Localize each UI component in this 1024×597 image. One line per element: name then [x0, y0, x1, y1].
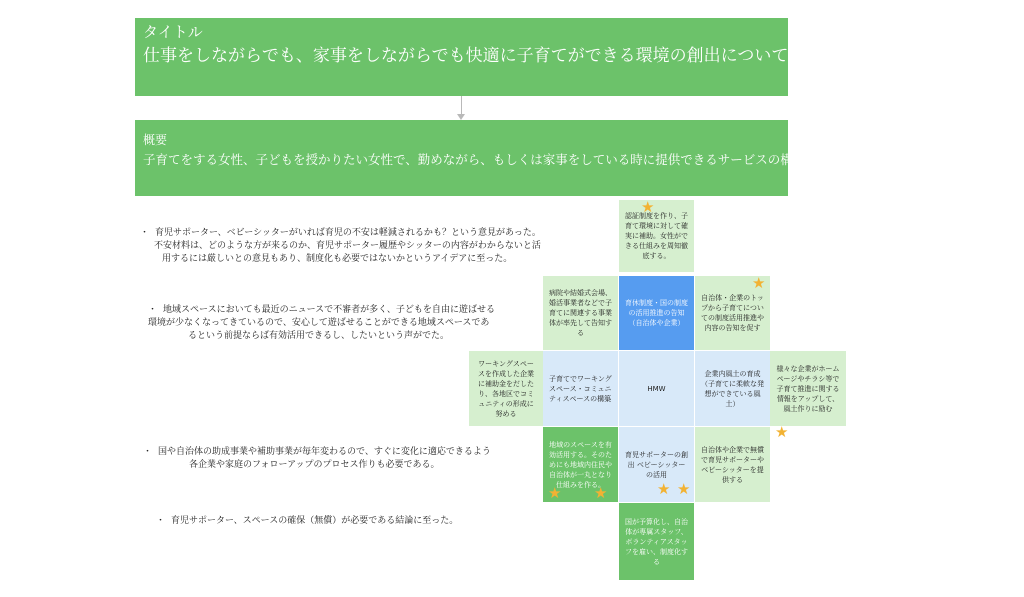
star-icon: ★	[775, 423, 789, 441]
hmw-lower-right-text: 自治体や企業で無償で育児サポーターやベビーシッターを提供する	[701, 445, 764, 484]
note-bullet: ・	[156, 516, 166, 526]
note-line: 国や自治体の助成事業や補助事業が毎年変わるので、すぐに変化に適応できるよう	[158, 447, 491, 457]
summary-text: 子育てをする女性、子どもを授かりたい女性で、勤めながら、もしくは家事をしている時に提供できるサービスの構築	[143, 152, 806, 167]
hmw-top-text: 認証制度を作り、子育て環境に対して確実に補助。女性ができる仕組みを周知徹底する。	[625, 212, 688, 260]
hmw-right-outer-cell	[770, 351, 846, 426]
hmw-left-outer-cell	[469, 351, 543, 426]
star-icon: ★	[752, 274, 766, 292]
hmw-right-inner-cell	[695, 351, 770, 426]
hmw-left-outer-text: ワーキングスペースを作成した企業に補助金をだしたり、各地区でコミュニティの形成に努める	[478, 359, 534, 418]
hmw-upper-left-text: 病院や結婚式会場、婚活事業者などで子育てに関連する事業体が率先して告知する	[549, 289, 612, 337]
note-line: るという前提ならば有効活用できるし、したいという声がでた。	[188, 331, 450, 341]
note-line: 地域スペースにおいても最近のニュースで不審者が多く、子どもを自由に遊ばせる	[163, 305, 495, 315]
hmw-left-inner-cell	[543, 351, 618, 426]
note-bullet: ・	[148, 305, 158, 315]
star-icon: ★	[594, 484, 608, 502]
star-icon: ★	[641, 198, 655, 216]
note-line: 不安材料は、どのような方が来るのか、育児サポーター履歴やシッターの内容がわからないと活	[154, 241, 541, 251]
hmw-upper-center-cell	[619, 276, 694, 350]
hmw-center-cell	[619, 351, 694, 426]
title-text: 仕事をしながらでも、家事をしながらでも快適に子育てができる環境の創出について	[143, 46, 789, 66]
summary-box	[135, 120, 806, 196]
star-icon: ★	[548, 484, 562, 502]
note-bullet: ・	[143, 447, 153, 457]
note-line: 育児サポーター、スペースの確保（無償）が必要である結論に至った。	[171, 516, 459, 526]
note-line: 各企業や家庭のフォローアップのプロセス作りも必要である。	[189, 460, 440, 470]
hmw-lower-center-text: 育児サポーターの創出 ベビーシッターの活用	[625, 450, 688, 479]
hmw-right-outer-text: 様々な企業がホームページやチラシ等で子育て推進に関する情報をアップして、風土作りに励む	[776, 364, 840, 413]
note-bullet: ・	[140, 228, 150, 238]
title-box	[135, 18, 788, 96]
star-icon: ★	[677, 480, 691, 498]
title-label: タイトル	[143, 23, 203, 41]
note-3	[143, 446, 523, 472]
hmw-center-text: HMW	[647, 384, 666, 393]
hmw-lower-right-cell	[695, 427, 770, 502]
note-4	[156, 515, 516, 528]
hmw-right-inner-text: 企業内風土の育成（子育てに柔軟な発想ができている風土）	[701, 369, 764, 408]
star-icon: ★	[657, 480, 671, 498]
note-line: 用するには厳しいとの意見もあり、制度化も必要ではないかというアイデアに至った。	[162, 254, 513, 264]
hmw-bottom-cell	[619, 503, 694, 580]
note-line: 育児サポーター、ベビーシッターがいれば育児の不安は軽減されるかも？という意見があった。	[155, 228, 541, 238]
summary-label: 概要	[143, 133, 168, 147]
hmw-upper-left-cell	[543, 276, 618, 350]
hmw-top-cell	[619, 200, 694, 272]
note-line: 環境が少なくなってきているので、安心して遊ばせることができる地域スペースであ	[148, 318, 490, 328]
hmw-bottom-text: 国が予算化し、自治体が専属スタッフ、ボランティアスタッフを雇い、制度化する	[625, 517, 688, 566]
note-2	[148, 304, 528, 343]
note-1	[140, 227, 560, 266]
hmw-upper-right-text: 自治体・企業のトップから子育てについての制度活用推進や内容の告知を促す	[701, 294, 764, 332]
hmw-upper-center-text: 育休制度・国の制度の活用推進の告知（自治体や企業）	[625, 299, 688, 327]
hmw-left-inner-text: 子育てでワーキングスペース・コミュニティスペースの構築	[549, 374, 612, 403]
hmw-lower-left-text: 地域のスペースを有効活用する。そのためにも地域内住民や自治体が一丸となり仕組みを作る。	[549, 440, 612, 489]
